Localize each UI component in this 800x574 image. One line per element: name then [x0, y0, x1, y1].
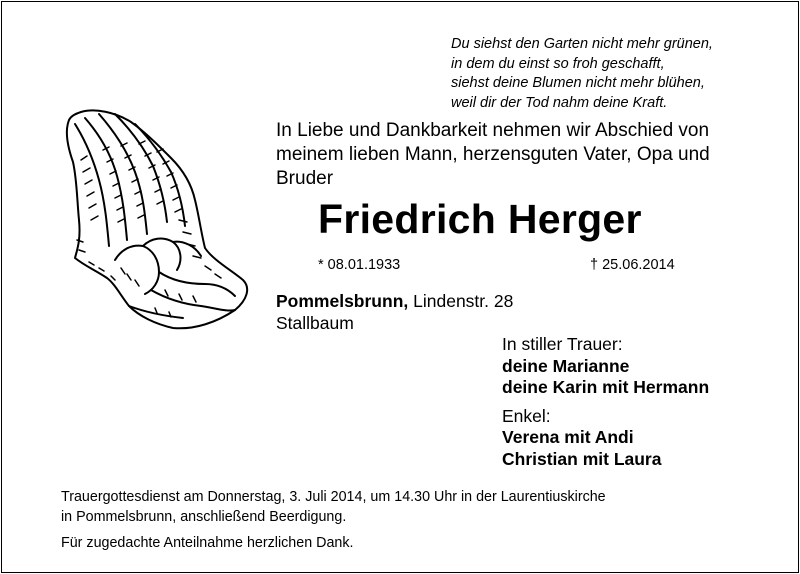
- address-line2: Stallbaum: [276, 313, 354, 333]
- grandchild-name: Christian mit Laura: [502, 448, 662, 469]
- intro-line: meinem lieben Mann, herzensguten Vater, Opa und: [276, 144, 710, 165]
- death-date: † 25.06.2014: [590, 257, 675, 273]
- birth-date: * 08.01.1933: [318, 257, 401, 273]
- address-street: Lindenstr. 28: [413, 291, 514, 311]
- poem-line: in dem du einst so froh geschafft,: [451, 55, 665, 72]
- service-line: in Pommelsbrunn, anschließend Beerdigung.: [61, 508, 347, 525]
- grandchildren-heading: Enkel:: [502, 405, 551, 426]
- mourners-heading: In stiller Trauer:: [502, 334, 623, 354]
- poem-line: Du siehst den Garten nicht mehr grünen,: [451, 36, 713, 52]
- mourner-name: deine Marianne: [502, 355, 630, 376]
- deceased-name: Friedrich Herger: [318, 196, 642, 242]
- intro-text: [276, 119, 776, 191]
- poem-line: siehst deine Blumen nicht mehr blühen,: [451, 75, 705, 91]
- intro-line: In Liebe und Dankbarkeit nehmen wir Abschied von: [276, 120, 710, 141]
- address: [276, 290, 513, 334]
- mourner-name: deine Karin mit Hermann: [502, 377, 710, 397]
- grandchild-name: Verena mit Andi: [502, 427, 634, 447]
- mourners: [502, 334, 709, 470]
- address-town: Pommelsbrunn,: [276, 291, 409, 311]
- poem-line: weil dir der Tod nahm deine Kraft.: [451, 94, 668, 111]
- poem: [451, 35, 713, 113]
- intro-line: Bruder: [276, 168, 334, 189]
- praying-hands-icon: [55, 100, 255, 335]
- thanks-line: Für zugedachte Anteilnahme herzlichen Dank.: [61, 535, 354, 551]
- footer: [61, 488, 606, 554]
- service-line: Trauergottesdienst am Donnerstag, 3. Juli 2014, um 14.30 Uhr in der Laurentiuskirche: [61, 489, 606, 505]
